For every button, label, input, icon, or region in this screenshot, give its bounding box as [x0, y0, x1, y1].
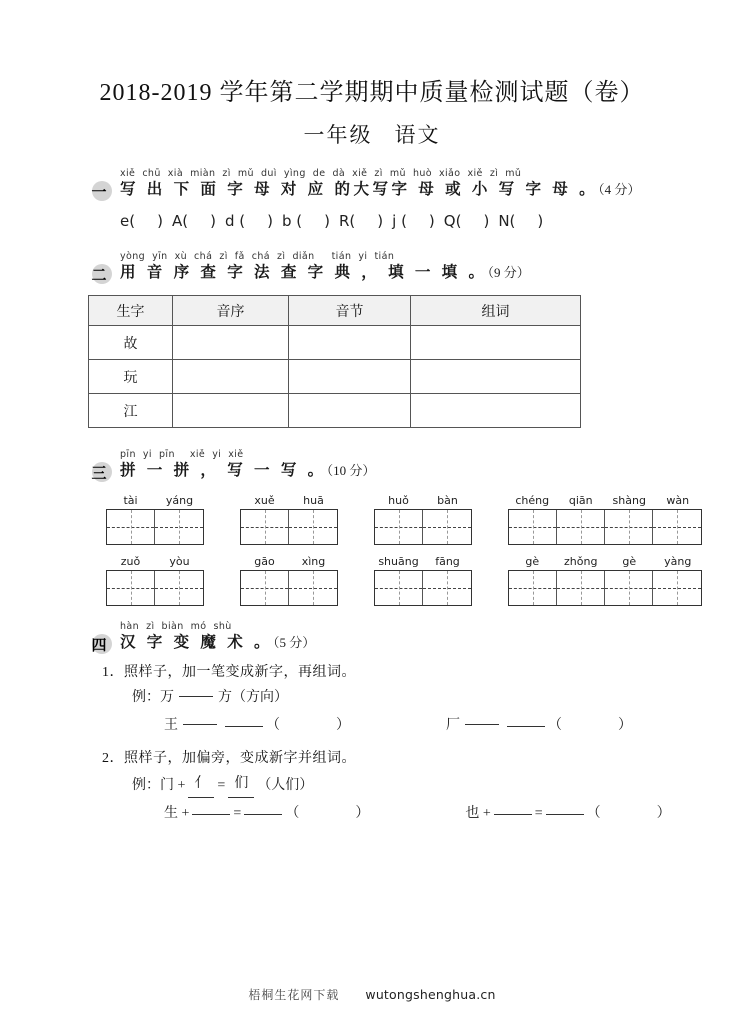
- column-header-yinjie: 音节: [289, 296, 411, 326]
- section-2-number: 二: [91, 266, 107, 284]
- writing-cell[interactable]: [107, 571, 155, 605]
- page-footer: [0, 986, 744, 1004]
- section-3-pinyin: pīn yi pīn xiě yi xiě: [120, 449, 244, 460]
- footer-site-url: wutongshenghua.cn: [365, 987, 496, 1002]
- footer-site-name: 梧桐生花网下载: [248, 988, 340, 1002]
- column-header-zuci: 组词: [411, 296, 581, 326]
- column-header-character: 生字: [89, 296, 173, 326]
- q4-radical-blank[interactable]: [192, 814, 230, 815]
- writing-cell[interactable]: [375, 571, 423, 605]
- writing-cell[interactable]: [509, 510, 557, 544]
- writing-group: [508, 493, 702, 545]
- section-2: [0, 250, 744, 428]
- writing-group: [106, 554, 204, 606]
- cell-zuci-answer[interactable]: [411, 326, 581, 360]
- section-1-number: 一: [91, 183, 107, 201]
- section-4-number: 四: [91, 636, 107, 654]
- group-pinyin: shuāng fāng: [378, 555, 460, 568]
- group-cells: [374, 570, 472, 606]
- writing-cell[interactable]: [509, 571, 557, 605]
- writing-cell[interactable]: [289, 571, 337, 605]
- example-radical: 亻: [188, 771, 214, 798]
- letter-item: d ( ): [224, 212, 273, 230]
- table-row: [89, 394, 581, 428]
- writing-cell[interactable]: [557, 571, 605, 605]
- section-2-title: 用 音 序 查 字 法 查 字 典 ， 填 一 填 。（9 分）: [120, 264, 530, 281]
- writing-group: [106, 493, 204, 545]
- writing-group: [508, 554, 702, 606]
- q4-answer-blank[interactable]: [507, 726, 545, 727]
- q4-source-char: 厂: [446, 718, 460, 733]
- writing-group: [374, 493, 472, 545]
- writing-cell[interactable]: [423, 510, 471, 544]
- section-1-letters: [120, 212, 744, 230]
- cell-yinjie-answer[interactable]: [289, 394, 411, 428]
- q4-item-2-answer-row: 生 + = （ ） 也 + = （ ）: [164, 806, 671, 821]
- cell-yinjie-answer[interactable]: [289, 360, 411, 394]
- page-title-block: [0, 0, 744, 149]
- writing-cell[interactable]: [107, 510, 155, 544]
- q4-item-2-example: 例：门 + 亻 = 们 （人们）: [102, 771, 744, 799]
- table-header-row: [89, 296, 581, 326]
- section-4: [0, 620, 744, 829]
- subject-label: 语文: [394, 123, 441, 147]
- writing-cell[interactable]: [241, 510, 289, 544]
- group-cells: [240, 570, 338, 606]
- section-3-title: 拼 一 拼 ， 写 一 写 。（10 分）: [120, 462, 376, 479]
- q4-result-blank[interactable]: [244, 814, 282, 815]
- writing-cell[interactable]: [375, 510, 423, 544]
- cell-zuci-answer[interactable]: [411, 394, 581, 428]
- table-row: [89, 360, 581, 394]
- letter-item: e( ): [120, 212, 163, 230]
- page-subtitle: [0, 119, 744, 149]
- section-2-score: （9 分）: [487, 265, 530, 280]
- cell-yinxu-answer[interactable]: [173, 326, 289, 360]
- q4-radical-blank[interactable]: [494, 814, 532, 815]
- cell-zuci-answer[interactable]: [411, 360, 581, 394]
- table-row: [89, 326, 581, 360]
- column-header-yinxu: 音序: [173, 296, 289, 326]
- q4-item-1-prompt: 1．照样子，加一笔变成新字，再组词。: [102, 665, 356, 680]
- writing-cell[interactable]: [241, 571, 289, 605]
- writing-cell[interactable]: [155, 571, 203, 605]
- letter-item: N( ): [498, 212, 544, 230]
- group-cells: [374, 509, 472, 545]
- writing-cell[interactable]: [605, 571, 653, 605]
- letter-item: R( ): [338, 212, 384, 230]
- section-1: [0, 167, 744, 230]
- section-1-score: （4 分）: [598, 182, 641, 197]
- group-pinyin: gè zhǒng gè yàng: [525, 555, 692, 568]
- section-3: [0, 448, 744, 606]
- q4-item-2: [102, 747, 744, 829]
- writing-grids: [88, 493, 744, 606]
- group-pinyin: xuě huā: [254, 494, 324, 507]
- group-cells: [106, 570, 204, 606]
- group-pinyin: huǒ bàn: [388, 494, 458, 507]
- writing-cell[interactable]: [423, 571, 471, 605]
- group-cells: [240, 509, 338, 545]
- page-title: 2018-2019 学年第二学期期中质量检测试题（卷）: [99, 80, 645, 106]
- group-pinyin: chéng qiān shàng wàn: [515, 494, 690, 507]
- group-pinyin: zuǒ yòu: [120, 555, 190, 568]
- writing-cell[interactable]: [289, 510, 337, 544]
- writing-grid-row: [106, 493, 744, 545]
- cell-yinxu-answer[interactable]: [173, 394, 289, 428]
- transform-dash-icon: [465, 724, 499, 725]
- q4-source-char: 王: [164, 718, 178, 733]
- writing-group: [374, 554, 472, 606]
- q4-result-blank[interactable]: [546, 814, 584, 815]
- cell-yinxu-answer[interactable]: [173, 360, 289, 394]
- letter-item: b ( ): [281, 212, 330, 230]
- q4-answer-blank[interactable]: [225, 726, 263, 727]
- letter-item: A( ): [171, 212, 216, 230]
- q4-item-1-answer-row: 王 （ ） 厂 （ ）: [164, 718, 632, 733]
- dictionary-table: [88, 295, 581, 428]
- section-4-score: （5 分）: [273, 635, 316, 650]
- group-pinyin: tài yáng: [123, 494, 194, 507]
- group-cells: [508, 570, 702, 606]
- example-result: 们: [228, 771, 254, 798]
- cell-character: 江: [89, 394, 173, 428]
- group-cells: [106, 509, 204, 545]
- q4-item-1-example: 例：万 方（方向）: [132, 690, 288, 705]
- section-2-pinyin: yòng yīn xù chá zì fǎ chá zì diǎn tián yi tián: [120, 251, 395, 262]
- writing-cell[interactable]: [155, 510, 203, 544]
- writing-group: [240, 554, 338, 606]
- q4-item-1: [102, 661, 744, 741]
- cell-yinjie-answer[interactable]: [289, 326, 411, 360]
- section-3-score: （10 分）: [326, 463, 376, 478]
- q4-source-char: 生: [164, 806, 178, 821]
- writing-cell[interactable]: [653, 571, 701, 605]
- q4-source-char: 也: [465, 806, 480, 821]
- cell-character: 玩: [89, 360, 173, 394]
- writing-cell[interactable]: [653, 510, 701, 544]
- q4-item-2-prompt: 2．照样子，加偏旁，变成新字并组词。: [102, 751, 356, 766]
- group-pinyin: gāo xìng: [254, 555, 326, 568]
- section-1-pinyin: xiě chū xià miàn zì mǔ duì yìng de dà xiě zì mǔ huò xiǎo xiě zì mǔ: [120, 168, 522, 179]
- section-3-number: 三: [91, 464, 107, 482]
- section-1-title: 写 出 下 面 字 母 对 应 的大写字 母 或 小 写 字 母 。（4 分）: [120, 181, 641, 198]
- writing-group: [240, 493, 338, 545]
- writing-cell[interactable]: [557, 510, 605, 544]
- section-4-title: 汉 字 变 魔 术 。（5 分）: [120, 634, 316, 651]
- letter-item: Q( ): [443, 212, 490, 230]
- writing-grid-row: [106, 554, 744, 606]
- writing-cell[interactable]: [605, 510, 653, 544]
- group-cells: [508, 509, 702, 545]
- grade-label: 一年级: [303, 123, 373, 147]
- letter-item: j ( ): [392, 212, 435, 230]
- transform-dash-icon: [183, 724, 217, 725]
- transform-dash-icon: [179, 696, 213, 697]
- cell-character: 故: [89, 326, 173, 360]
- section-4-pinyin: hàn zì biàn mó shù: [120, 621, 232, 632]
